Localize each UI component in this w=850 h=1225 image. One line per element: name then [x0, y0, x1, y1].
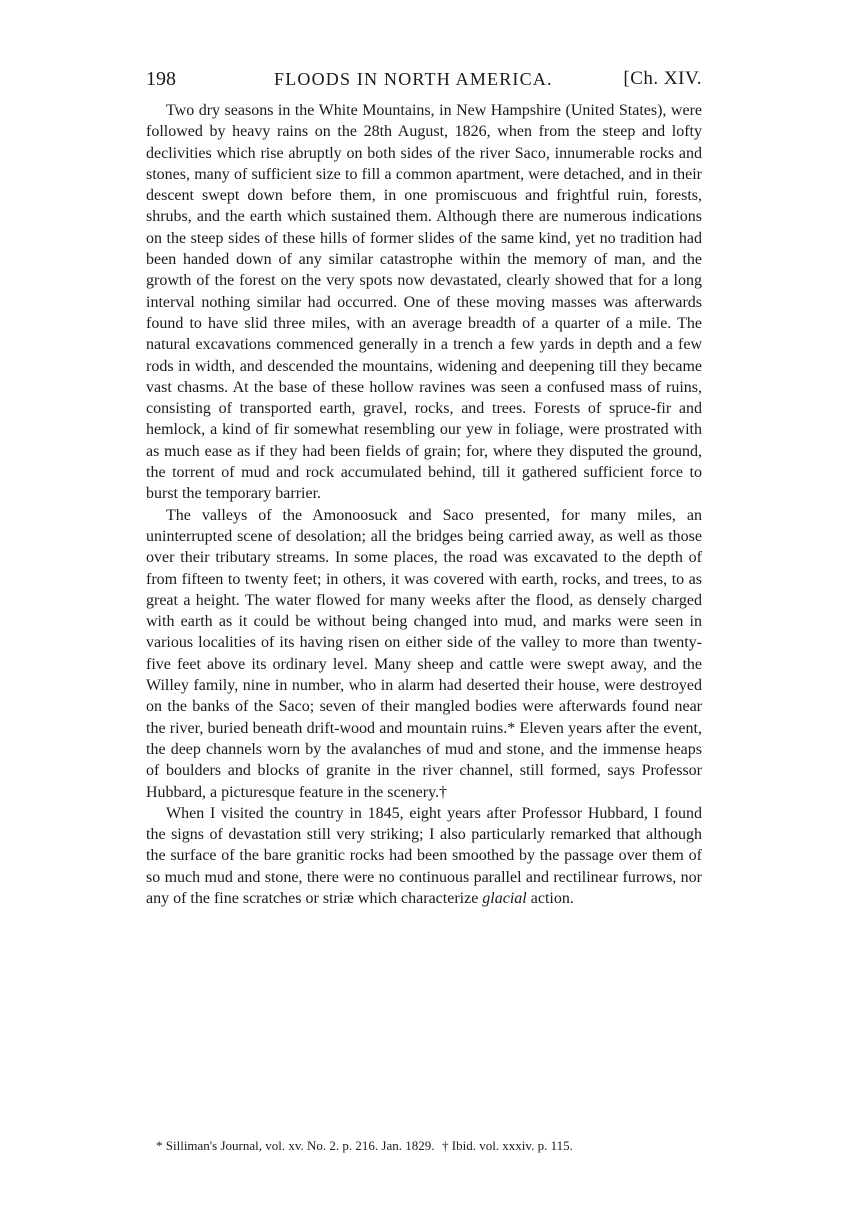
- chapter-marker: [Ch. XIV.: [623, 68, 702, 89]
- paragraph-visit-text: When I visited the country in 1845, eight years after Professor Hubbard, I found the signs of devastation still very striking; I also particularly remarked that although the surface of the bare granitic rocks had been smoothed by the passage over them of so much mud and stone, there were no continuous parallel and rectilinear furrows, nor any of the fine scratches or striæ which characterize: [146, 804, 702, 907]
- paragraph-visit-end: action.: [526, 889, 574, 907]
- page-number: 198: [146, 68, 176, 90]
- paragraph-valleys: The valleys of the Amonoosuck and Saco presented, for many miles, an uninterrupted scene of desolation; all the bridges being carried away, as well as those over their tributary streams. In some places, the road was excavated to the depth of from fifteen to twenty feet; in others, it was covered with earth, rocks, and trees, to as great a height. The water flowed for many weeks after the flood, as densely charged with earth as it could be without being changed into mud, and marks were seen in various localities of its having risen on either side of the valley to more than twenty-five feet above its ordinary level. Many sheep and cattle were swept away, and the Willey family, nine in number, who in alarm had deserted their house, were destroyed on the banks of the Saco; seven of their mangled bodies were afterwards found near the river, buried beneath drift-wood and mountain ruins.* Eleven years after the event, the deep channels worn by the avalanches of mud and stone, and the immense heaps of boulders and blocks of granite in the river channel, still formed, says Professor Hubbard, a picturesque feature in the scenery.†: [146, 506, 702, 801]
- paragraph-visit-1845: [146, 803, 702, 909]
- footnote-ibid: † Ibid. vol. xxxiv. p. 115.: [442, 1138, 573, 1153]
- running-title: FLOODS IN NORTH AMERICA.: [274, 69, 553, 89]
- footnote-silliman: * Silliman's Journal, vol. xv. No. 2. p. 216. Jan. 1829.: [156, 1138, 435, 1153]
- running-header: [146, 68, 702, 92]
- paragraph-white-mountains: Two dry seasons in the White Mountains, in New Hampshire (United States), were followed by heavy rains on the 28th August, 1826, when from the steep and lofty declivities which rise abruptly on both sides of the river Saco, innumerable rocks and stones, many of sufficient size to fill a common apartment, were detached, and in their descent swept down before them, in one promiscuous and frightful ruin, forests, shrubs, and the earth which sustained them. Although there are numerous indications on the steep sides of these hills of former slides of the same kind, yet no tradition had been handed down of any similar catastrophe within the memory of man, and the growth of the forest on the very spots now devastated, clearly showed that for a long interval nothing similar had occurred. One of these moving masses was afterwards found to have slid three miles, with an average breadth of a quarter of a mile. The natural excavations commenced generally in a trench a few yards in depth and a few rods in width, and descended the mountains, widening and deepening till they became vast chasms. At the base of these hollow ravines was seen a confused mass of ruins, consisting of transported earth, gravel, rocks, and trees. Forests of spruce-fir and hemlock, a kind of fir somewhat resembling our yew in foliage, were prostrated with as much ease as if they had been fields of grain; for, where they disputed the ground, the torrent of mud and rock accumulated behind, till it gathered sufficient force to burst the temporary barrier.: [146, 102, 702, 503]
- body-text: [146, 100, 702, 909]
- glacial-italic: glacial: [482, 889, 527, 907]
